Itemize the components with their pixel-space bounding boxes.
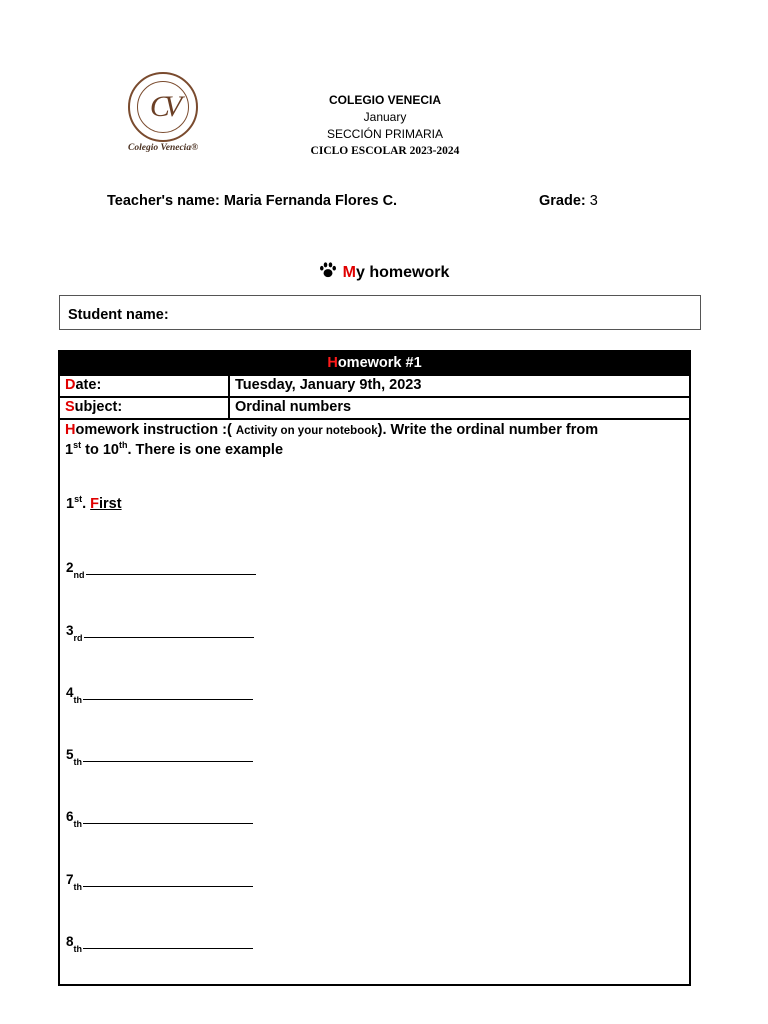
subject-value: Ordinal numbers xyxy=(235,399,352,415)
month-text: January xyxy=(363,110,407,124)
instruction-text: Homework instruction :( Activity on your notebook). Write the ordinal number from 1st to 10th. There is one example xyxy=(65,422,599,458)
heading-rest: omework #1 xyxy=(337,355,422,371)
ordinal-answer-line[interactable]: 3 rd xyxy=(66,623,254,638)
section-text: SECCIÓN PRIMARIA xyxy=(326,127,443,141)
ordinal-answer-line[interactable]: 4 th xyxy=(66,685,253,700)
example-answer: 1st. First xyxy=(66,494,122,512)
instruction-area xyxy=(60,418,689,458)
grade-line xyxy=(539,193,598,209)
ordinal-answer-line[interactable]: 6 th xyxy=(66,809,253,824)
ordinal-answer-line[interactable]: 5 th xyxy=(66,747,253,762)
logo-monogram-ring xyxy=(137,81,189,133)
date-value: Tuesday, January 9th, 2023 xyxy=(235,377,422,393)
school-name: COLEGIO VENECIA xyxy=(328,93,441,107)
ordinal-answer-line[interactable]: 7 th xyxy=(66,872,253,887)
student-name-label: Student name: xyxy=(68,307,169,323)
grade-label: Grade: xyxy=(539,193,586,209)
title-first-letter: M xyxy=(342,264,356,281)
school-header xyxy=(260,92,510,160)
ordinal-answer-line[interactable]: 2 nd xyxy=(66,560,256,575)
teacher-name: Maria Fernanda Flores C. xyxy=(223,193,398,209)
date-row xyxy=(60,374,689,396)
title-rest: y homework xyxy=(355,264,450,281)
subject-label: Subject: xyxy=(65,399,123,415)
page-title xyxy=(0,262,768,282)
school-cycle: CICLO ESCOLAR 2023-2024 xyxy=(310,145,460,157)
school-logo xyxy=(128,72,198,142)
logo-caption: Colegio Venecia® xyxy=(128,143,199,153)
teacher-line xyxy=(107,193,397,209)
grade-value: 3 xyxy=(589,193,598,209)
column-divider xyxy=(228,398,230,418)
homework-heading xyxy=(60,352,689,374)
heading-first-letter: H xyxy=(327,355,338,371)
ordinal-answer-line[interactable]: 8 th xyxy=(66,934,253,949)
column-divider xyxy=(228,376,230,396)
student-name-field[interactable] xyxy=(59,295,701,330)
logo-monogram: CV xyxy=(149,90,177,123)
homework-table xyxy=(58,350,691,986)
subject-row xyxy=(60,396,689,418)
date-label: Date: xyxy=(65,377,102,393)
paw-icon xyxy=(319,262,337,278)
teacher-label: Teacher's name: xyxy=(107,193,220,209)
